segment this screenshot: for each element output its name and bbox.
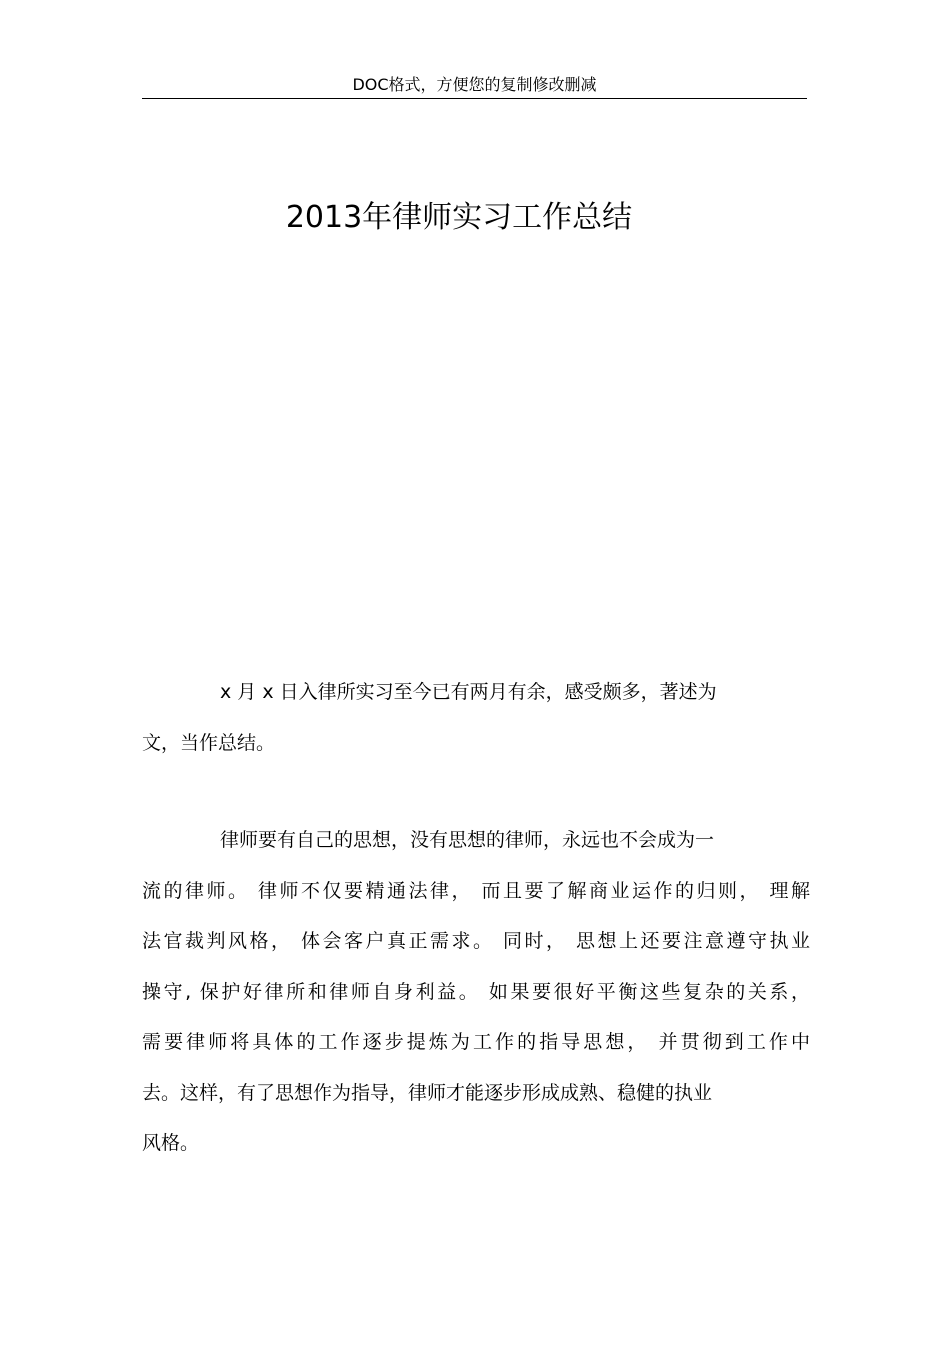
paragraph-line: 流的律师。 律师不仅要精通法律， 而且要了解商业运作的归则， 理解	[142, 879, 810, 902]
paragraph-line: 律师要有自己的思想，没有思想的律师，永远也不会成为一	[220, 829, 715, 851]
header-text: DOC格式，方便您的复制修改删减	[352, 75, 597, 94]
paragraph-line: 去。这样，有了思想作为指导，律师才能逐步形成成熟、稳健的执业	[142, 1081, 713, 1104]
page-header	[142, 68, 807, 99]
paragraph-line: 风格。	[142, 1132, 200, 1154]
paragraph-body	[142, 815, 810, 1169]
paragraph-line: 文，当作总结。	[142, 731, 276, 754]
paragraph-line: 操守, 保护好律所和律师自身利益。 如果要很好平衡这些复杂的关系，	[142, 980, 810, 1003]
paragraph-line: x 月 x 日入律所实习至今已有两月有余，感受颇多，著述为	[220, 681, 717, 703]
paragraph-line: 需要律师将具体的工作逐步提炼为工作的指导思想， 并贯彻到工作中	[142, 1031, 810, 1053]
paragraph-line: 法官裁判风格， 体会客户真正需求。 同时， 思想上还要注意遵守执业	[142, 930, 810, 952]
document-title: 2013年律师实习工作总结	[285, 200, 633, 236]
paragraph-intro	[142, 667, 810, 768]
